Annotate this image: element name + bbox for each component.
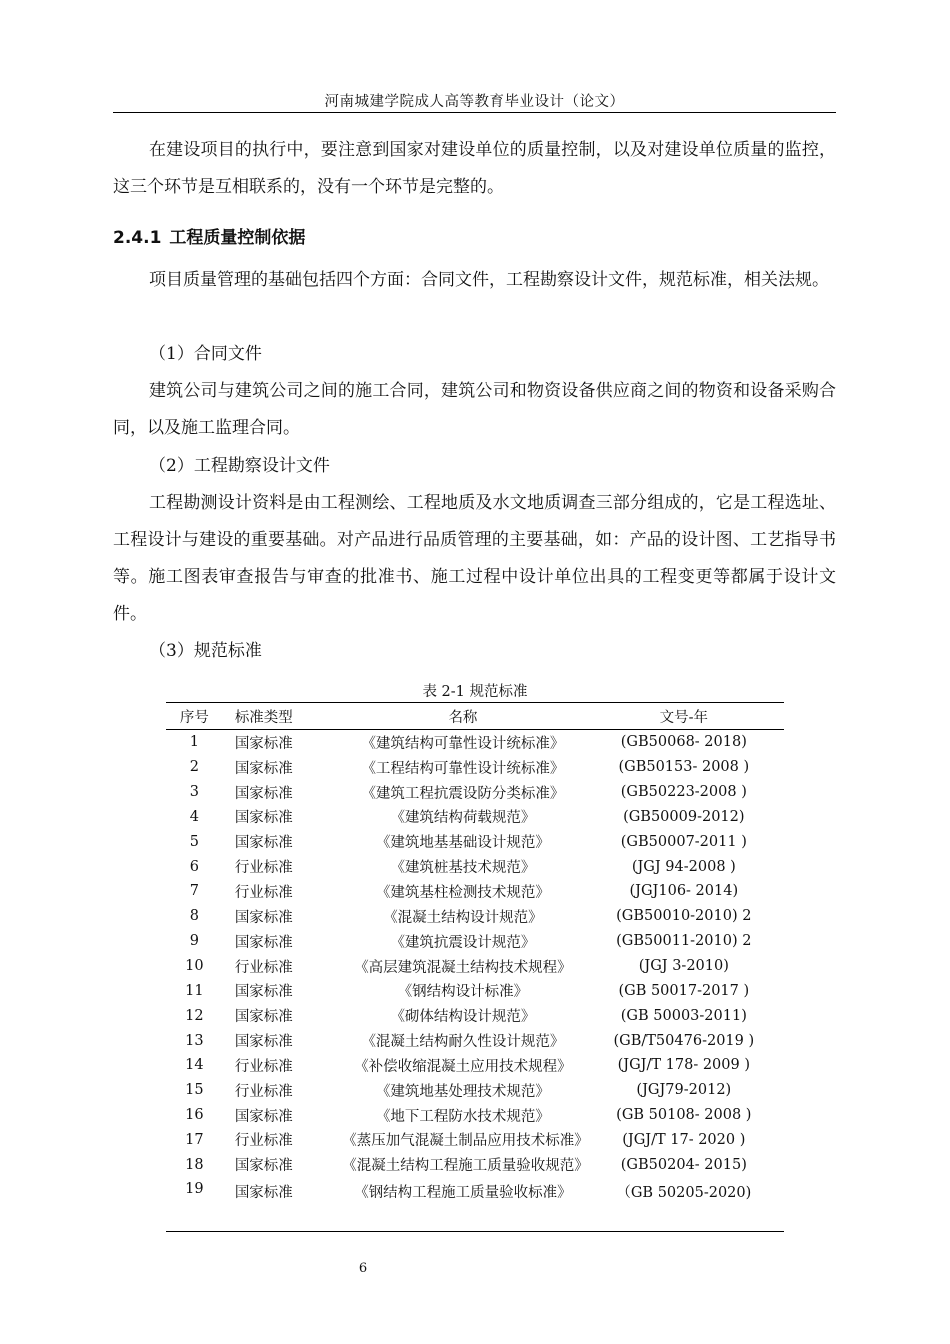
row-standard-code: (JGJ106- 2014) — [629, 883, 739, 900]
row-number: 6 — [189, 858, 200, 875]
row-standard-type: 行业标准 — [234, 860, 293, 877]
row-standard-code: (JGJ 94-2008 ) — [631, 858, 736, 875]
row-standard-type: 国家标准 — [234, 1009, 293, 1026]
intro-paragraph: 在建设项目的执行中，要注意到国家对建设单位的质量控制，以及对建设单位质量的监控，这三个环节是互相联系的，没有一个环节是完整的。 — [113, 140, 836, 197]
row-standard-code: （GB 50205-2020) — [584, 1177, 784, 1232]
table-row — [166, 854, 784, 879]
table-row — [166, 1103, 784, 1128]
row-number: 13 — [185, 1032, 204, 1049]
page-header-title: 河南城建学院成人高等教育毕业设计（论文） — [324, 94, 625, 110]
row-standard-code: (GB50153- 2008 ) — [618, 759, 750, 776]
row-standard-name: 《建筑地基基础设计规范》 — [375, 835, 550, 852]
row-standard-name: 《建筑结构荷载规范》 — [390, 810, 536, 827]
page-number: 6 — [358, 1261, 368, 1276]
row-standard-type: 国家标准 — [234, 810, 293, 827]
row-standard-name: 《补偿收缩混凝土应用技术规程》 — [354, 1058, 572, 1075]
table-row — [166, 929, 784, 954]
row-standard-code: (JGJ 3-2010) — [638, 958, 729, 975]
row-standard-type: 国家标准 — [223, 1177, 342, 1232]
table-row — [166, 829, 784, 854]
row-number: 14 — [185, 1057, 204, 1074]
row-number: 2 — [189, 759, 200, 776]
table-row — [166, 755, 784, 780]
row-standard-name: 《建筑抗震设计规范》 — [390, 934, 536, 951]
section-number: 2.4.1 — [113, 228, 162, 248]
section-heading — [113, 223, 305, 248]
row-standard-type: 国家标准 — [234, 835, 293, 852]
row-standard-type: 国家标准 — [234, 909, 293, 926]
table-row — [166, 780, 784, 805]
row-standard-code: (JGJ79-2012) — [636, 1082, 732, 1099]
table-row — [166, 1028, 784, 1053]
row-standard-name: 《建筑基柱检测技术规范》 — [375, 884, 550, 901]
item2-text: 工程勘测设计资料是由工程测绘、工程地质及水文地质调查三部分组成的，它是工程选址、工程设计与建设的重要基础。对产品进行品质管理的主要基础，如：产品的设计图、工艺指导书等。施工图表审查报告与审查的批准书、施工过程中设计单位出具的工程变更等都属于设计文件。 — [113, 493, 836, 624]
table-row — [166, 1053, 784, 1078]
row-number: 19 — [166, 1177, 223, 1232]
table-header-row — [166, 703, 784, 730]
row-standard-name: 《砌体结构设计规范》 — [390, 1009, 536, 1026]
row-standard-code: (GB50204- 2015) — [620, 1156, 747, 1173]
row-standard-code: (JGJ/T 17- 2020 ) — [622, 1131, 746, 1148]
row-standard-code: (GB 50108- 2008 ) — [616, 1107, 752, 1124]
row-standard-type: 行业标准 — [234, 884, 293, 901]
row-standard-type: 国家标准 — [234, 760, 293, 777]
row-standard-name: 《地下工程防水技术规范》 — [375, 1108, 550, 1125]
row-standard-code: (JGJ/T 178- 2009 ) — [617, 1057, 750, 1074]
header-cell-name: 名称 — [342, 703, 583, 730]
header-cell-type: 标准类型 — [223, 703, 342, 730]
row-number: 18 — [185, 1156, 204, 1173]
item3-title: （3）规范标准 — [149, 641, 262, 661]
table-row — [166, 1177, 784, 1232]
row-number: 15 — [185, 1082, 204, 1099]
row-standard-name: 《建筑结构可靠性设计统标准》 — [361, 735, 565, 752]
row-standard-name: 《混凝土结构设计规范》 — [383, 909, 543, 926]
section-title: 工程质量控制依据 — [169, 228, 306, 248]
table-body — [166, 730, 784, 1232]
row-standard-name: 《建筑桩基技术规范》 — [390, 860, 536, 877]
row-standard-code: (GB50009-2012) — [623, 808, 745, 825]
table-row — [166, 1003, 784, 1028]
row-standard-name: 《钢结构工程施工质量验收标准》 — [342, 1177, 583, 1232]
row-standard-name: 《建筑工程抗震设防分类标准》 — [361, 785, 565, 802]
item1-text: 建筑公司与建筑公司之间的施工合同，建筑公司和物资设备供应商之间的物资和设备采购合同，以及施工监理合同。 — [113, 381, 836, 438]
row-standard-code: (GB50010-2010) 2 — [616, 908, 752, 925]
row-number: 10 — [185, 958, 204, 975]
table-row — [166, 879, 784, 904]
row-standard-type: 行业标准 — [234, 959, 293, 976]
row-standard-name: 《高层建筑混凝土结构技术规程》 — [354, 959, 572, 976]
table-row — [166, 1078, 784, 1103]
row-standard-type: 国家标准 — [234, 735, 293, 752]
row-number: 3 — [189, 784, 200, 801]
row-number: 16 — [185, 1107, 204, 1124]
row-standard-code: (GB 50017-2017 ) — [618, 982, 750, 999]
row-standard-name: 《工程结构可靠性设计统标准》 — [361, 760, 565, 777]
table-row — [166, 730, 784, 755]
row-number: 1 — [189, 734, 200, 751]
row-standard-code: (GB50068- 2018) — [620, 734, 747, 751]
table-row — [166, 805, 784, 830]
row-standard-name: 《混凝土结构工程施工质量验收规范》 — [342, 1158, 589, 1175]
table-row — [166, 978, 784, 1003]
row-number: 17 — [185, 1131, 204, 1148]
row-number: 9 — [189, 933, 200, 950]
row-number: 11 — [185, 982, 204, 999]
row-number: 12 — [185, 1007, 204, 1024]
table-row — [166, 1152, 784, 1177]
header-divider — [113, 112, 836, 113]
row-standard-type: 国家标准 — [234, 984, 293, 1001]
row-number: 8 — [189, 908, 200, 925]
table-row — [166, 904, 784, 929]
row-standard-type: 国家标准 — [234, 1034, 293, 1051]
row-standard-name: 《蒸压加气混凝土制品应用技术标准》 — [342, 1133, 589, 1150]
table-caption: 表 2-1 规范标准 — [422, 684, 528, 700]
row-standard-code: (GB50007-2011 ) — [620, 833, 747, 850]
row-standard-code: (GB 50003-2011) — [620, 1007, 747, 1024]
row-standard-name: 《建筑地基处理技术规范》 — [375, 1083, 550, 1100]
item1-title: （1）合同文件 — [149, 344, 262, 364]
table-row — [166, 1128, 784, 1153]
row-standard-type: 行业标准 — [234, 1133, 293, 1150]
header-cell-code: 文号-年 — [584, 703, 784, 730]
row-standard-type: 行业标准 — [234, 1083, 293, 1100]
row-standard-code: (GB50011-2010) 2 — [616, 933, 752, 950]
row-standard-type: 国家标准 — [234, 785, 293, 802]
row-number: 7 — [189, 883, 200, 900]
row-standard-type: 国家标准 — [234, 1158, 293, 1175]
row-standard-code: (GB50223-2008 ) — [620, 784, 747, 801]
standards-table — [166, 702, 784, 1232]
row-number: 5 — [189, 833, 200, 850]
row-number: 4 — [189, 808, 200, 825]
table-row — [166, 954, 784, 979]
row-standard-type: 行业标准 — [234, 1058, 293, 1075]
basis-paragraph: 项目质量管理的基础包括四个方面：合同文件，工程勘察设计文件，规范标准，相关法规。 — [149, 270, 829, 290]
row-standard-name: 《混凝土结构耐久性设计规范》 — [361, 1034, 565, 1051]
row-standard-type: 国家标准 — [234, 934, 293, 951]
header-cell-no: 序号 — [166, 703, 223, 730]
row-standard-code: (GB/T50476-2019 ) — [613, 1032, 755, 1049]
row-standard-name: 《钢结构设计标准》 — [397, 984, 529, 1001]
item2-title: （2）工程勘察设计文件 — [149, 456, 330, 476]
row-standard-type: 国家标准 — [234, 1108, 293, 1125]
